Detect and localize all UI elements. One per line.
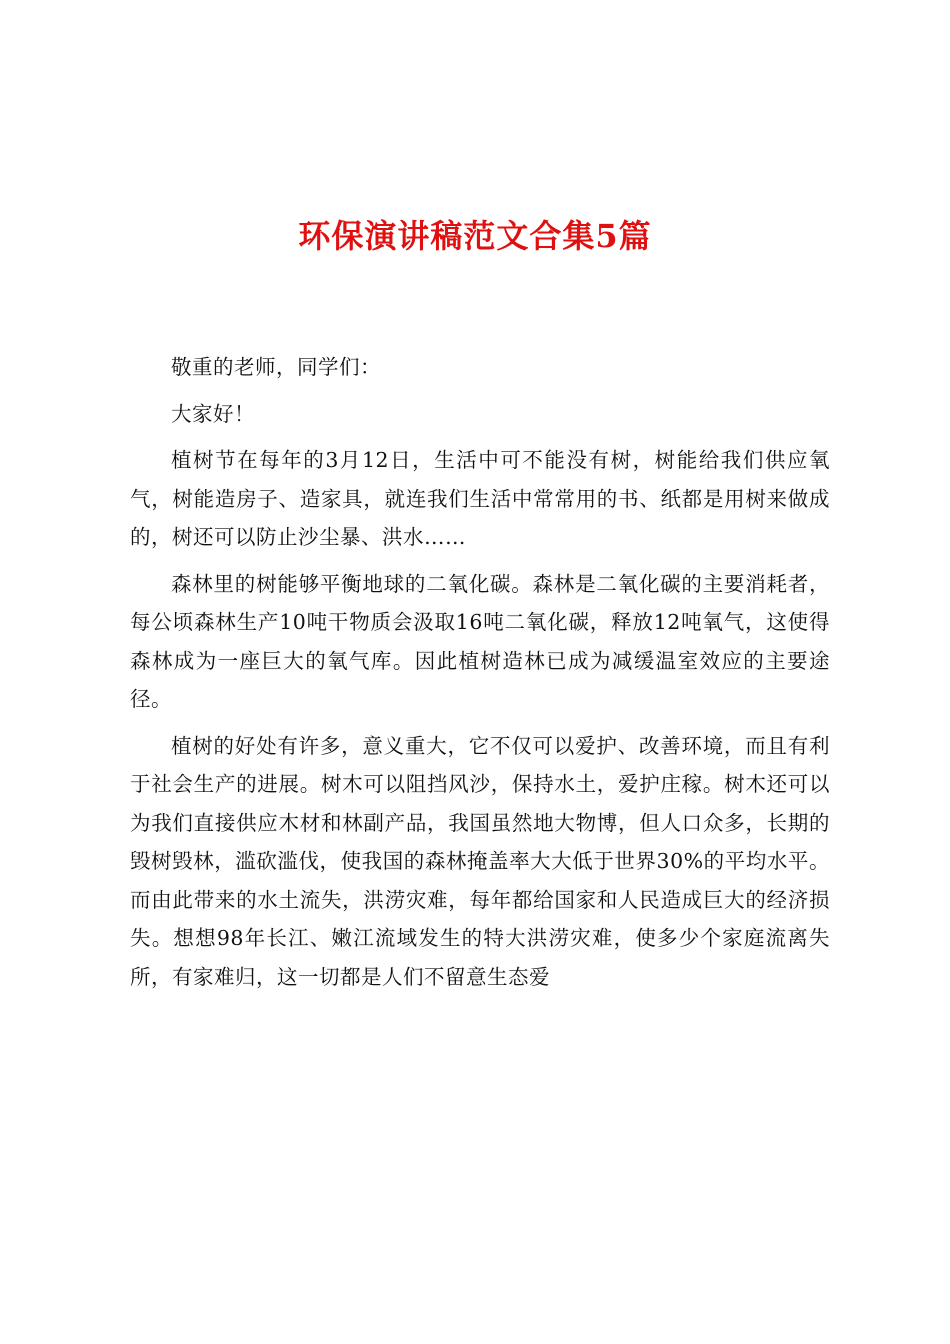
body-paragraph: 植树的好处有许多，意义重大，它不仅可以爱护、改善环境，而且有利于社会生产的进展。树木可以阻挡风沙，保持水土，爱护庄稼。树木还可以为我们直接供应木材和林副产品，我国虽然地大物博，但人口众多，长期的毁树毁林，滥砍滥伐，使我国的森林掩盖率大大低于世界30%的平均水平。而由此带来的水土流失，洪涝灾难，每年都给国家和人民造成巨大的经济损失。想想98年长江、嫩江流域发生的特大洪涝灾难，使多少个家庭流离失所，有家难归，这一切都是人们不留意生态爱 [130, 733, 830, 989]
body-paragraph: 森林里的树能够平衡地球的二氧化碳。森林是二氧化碳的主要消耗者，每公顷森林生产10吨干物质会汲取16吨二氧化碳，释放12吨氧气，这使得森林成为一座巨大的氧气库。因此植树造林已成为减缓温室效应的主要途径。 [130, 571, 830, 711]
document-body [130, 348, 830, 1004]
body-paragraph: 植树节在每年的3月12日，生活中可不能没有树，树能给我们供应氧气，树能造房子、造家具，就连我们生活中常常用的书、纸都是用树来做成的，树还可以防止沙尘暴、洪水…… [130, 448, 830, 549]
document-title: 环保演讲稿范文合集5篇 [298, 217, 652, 255]
greeting-paragraph: 敬重的老师，同学们： [171, 355, 381, 379]
salutation-paragraph: 大家好！ [171, 401, 255, 426]
